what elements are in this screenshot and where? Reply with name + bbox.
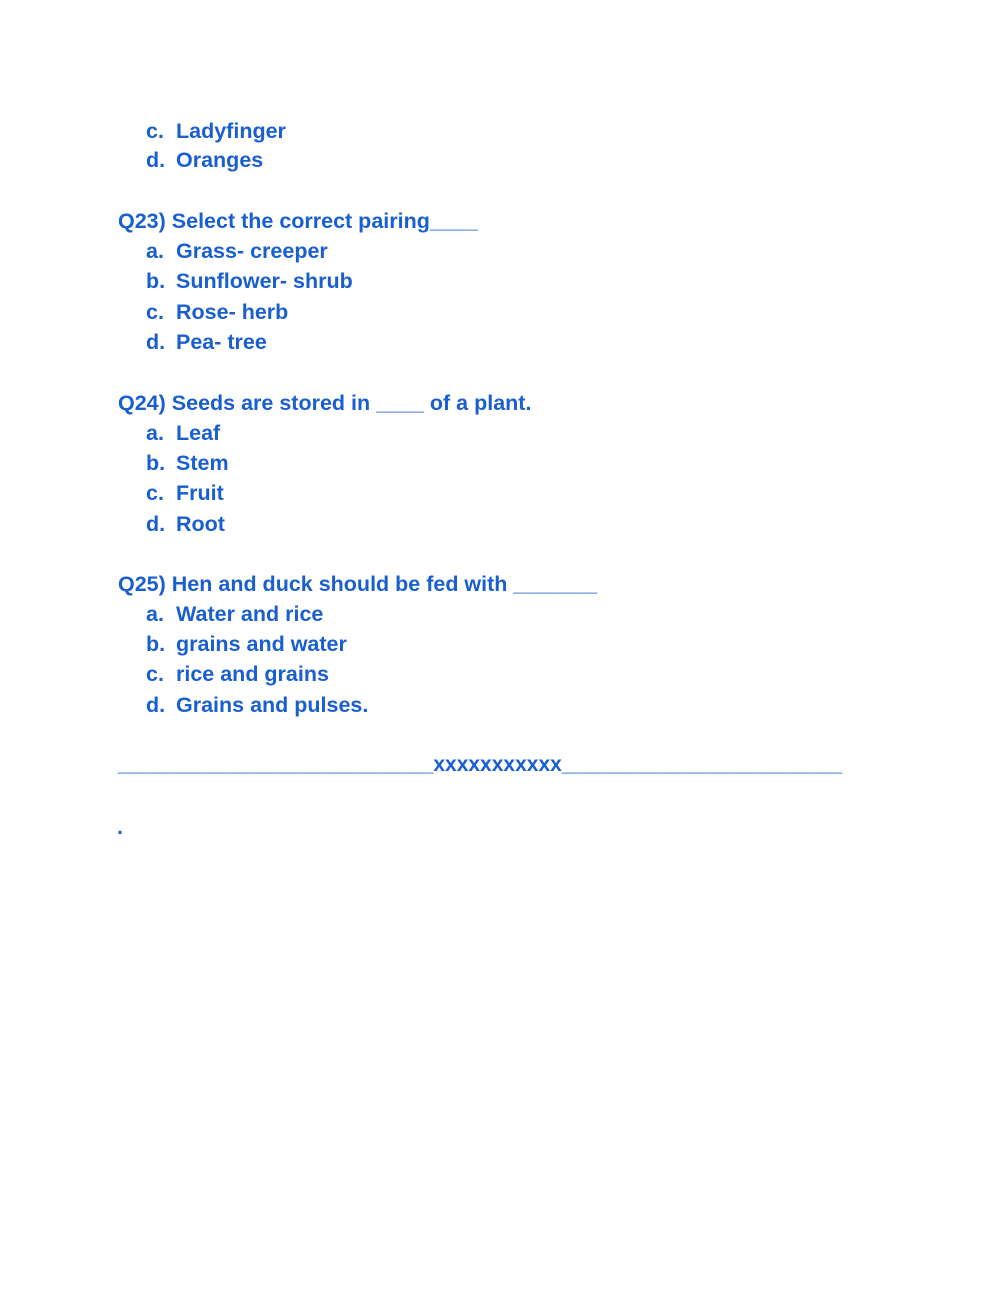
option-letter: b. [146, 632, 166, 656]
question-prompt: Q24) Seeds are stored in ____ of a plant. [118, 391, 532, 415]
option-text: Fruit [176, 481, 224, 505]
option-letter: c. [146, 119, 164, 143]
option-text: Ladyfinger [176, 119, 286, 143]
question-prompt: Q23) Select the correct pairing____ [118, 209, 478, 233]
option-text: Oranges [176, 148, 264, 172]
option-text: Water and rice [176, 602, 324, 626]
option-letter: d. [146, 693, 166, 717]
option-text: Rose- herb [176, 300, 289, 324]
option-letter: d. [146, 148, 166, 172]
option-text: Pea- tree [176, 330, 267, 354]
end-separator: ___________________________xxxxxxxxxxx________________________ [118, 753, 843, 776]
option-text: rice and grains [176, 662, 329, 686]
option-letter: c. [146, 481, 164, 505]
option-text: Grains and pulses. [176, 693, 369, 717]
trailing-dot: . [117, 815, 123, 839]
option-letter: c. [146, 662, 164, 686]
option-text: Stem [176, 451, 229, 475]
option-letter: d. [146, 330, 166, 354]
option-text: grains and water [176, 632, 347, 656]
option-letter: b. [146, 451, 166, 475]
question-prompt: Q25) Hen and duck should be fed with _______ [118, 572, 598, 596]
option-text: Sunflower- shrub [176, 269, 353, 293]
option-text: Root [176, 512, 225, 536]
option-letter: a. [146, 602, 164, 626]
option-letter: a. [146, 421, 164, 445]
option-text: Leaf [176, 421, 221, 445]
option-letter: c. [146, 300, 164, 324]
option-text: Grass- creeper [176, 239, 328, 263]
option-letter: d. [146, 512, 166, 536]
option-letter: a. [146, 239, 164, 263]
option-letter: b. [146, 269, 166, 293]
